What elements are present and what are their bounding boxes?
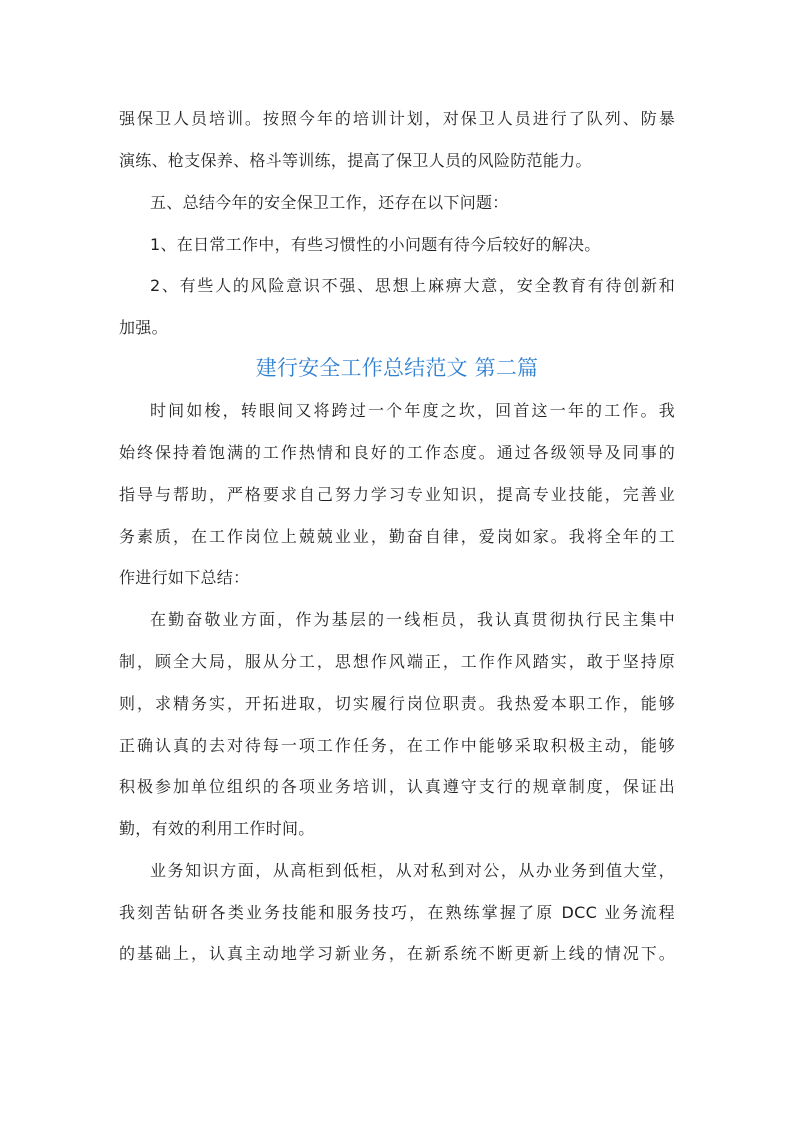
paragraph-line: 在勤奋敬业方面，作为基层的一线柜员，我认真贯彻执行民主集中	[150, 610, 675, 629]
paragraph-line: 2、有些人的风险意识不强、思想上麻痹大意，安全教育有待创新和	[150, 276, 675, 295]
paragraph-line: 积极参加单位组织的各项业务培训，认真遵守支行的规章制度，保证出	[119, 777, 675, 796]
section-heading: 建行安全工作总结范文 第二篇	[255, 356, 539, 380]
paragraph-line: 加强。	[119, 318, 168, 337]
paragraph-line: 务素质，在工作岗位上兢兢业业，勤奋自律，爱岗如家。我将全年的工	[119, 527, 675, 546]
paragraph-line: 业务知识方面，从高柜到低柜，从对私到对公，从办业务到值大堂，	[150, 861, 675, 880]
paragraph-line: 1、在日常工作中，有些习惯性的小问题有待今后较好的解决。	[150, 235, 601, 254]
paragraph-line: 指导与帮助，严格要求自己努力学习专业知识，提高专业技能，完善业	[119, 485, 675, 504]
paragraph-line: 我刻苦钻研各类业务技能和服务技巧，在熟练掌握了原 DCC 业务流程	[119, 903, 675, 922]
paragraph-line: 五、总结今年的安全保卫工作，还存在以下问题：	[150, 193, 509, 212]
paragraph-line: 时间如梭，转眼间又将跨过一个年度之坎，回首这一年的工作。我	[150, 401, 675, 420]
paragraph-line: 的基础上，认真主动地学习新业务，在新系统不断更新上线的情况下。	[119, 944, 675, 963]
paragraph-line: 正确认真的去对待每一项工作任务，在工作中能够采取积极主动，能够	[119, 736, 675, 755]
paragraph-line: 勤，有效的利用工作时间。	[119, 819, 315, 838]
paragraph-line: 作进行如下总结：	[119, 568, 250, 587]
paragraph-line: 制，顾全大局，服从分工，思想作风端正，工作作风踏实，敢于坚持原	[119, 652, 675, 671]
paragraph-line: 强保卫人员培训。按照今年的培训计划，对保卫人员进行了队列、防暴	[119, 109, 675, 128]
paragraph-line: 始终保持着饱满的工作热情和良好的工作态度。通过各级领导及同事的	[119, 443, 675, 462]
paragraph-line: 演练、枪支保养、格斗等训练，提高了保卫人员的风险防范能力。	[119, 151, 592, 170]
paragraph-line: 则，求精务实，开拓进取，切实履行岗位职责。我热爱本职工作，能够	[119, 694, 675, 713]
